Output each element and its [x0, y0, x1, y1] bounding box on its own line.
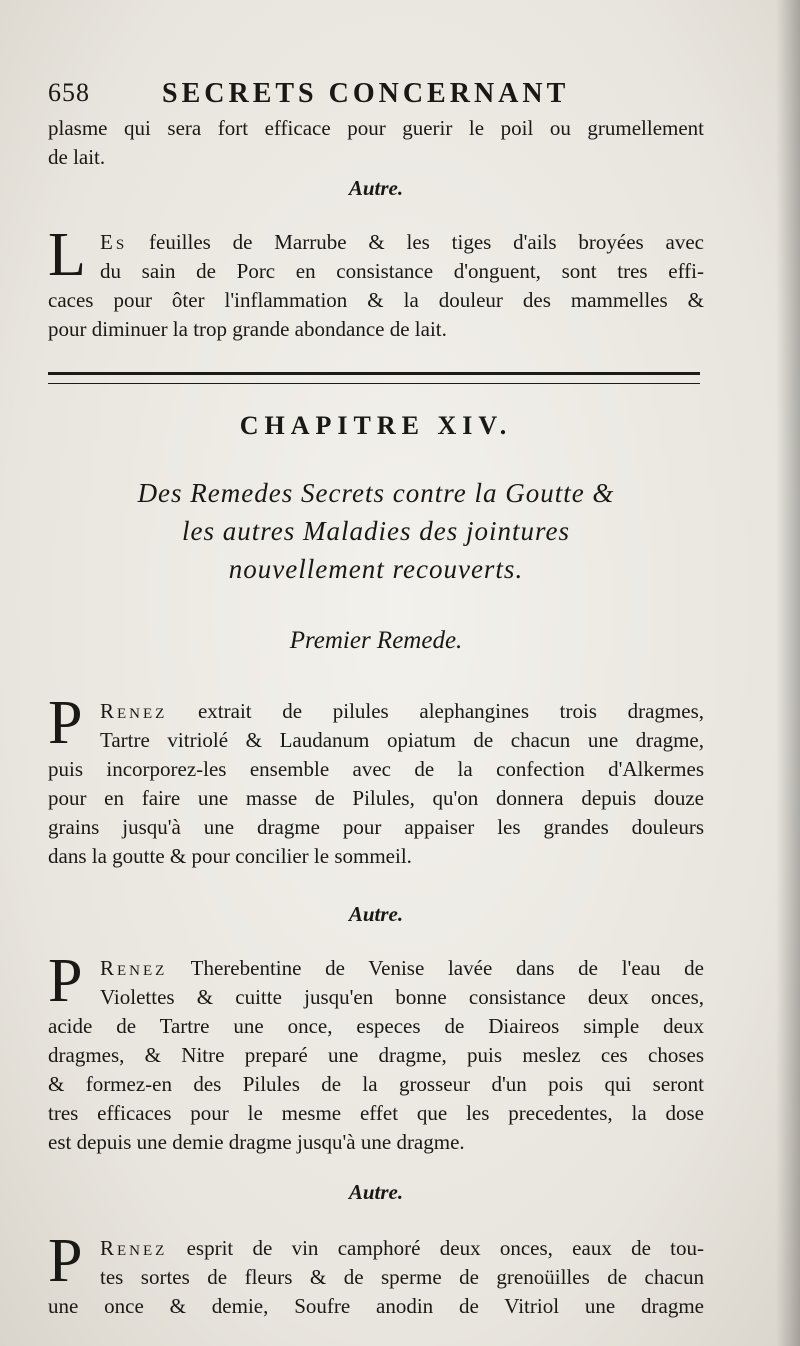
chapter-title-line: Des Remedes Secrets contre la Goutte & [137, 478, 615, 508]
remede-title: Premier Remede. [289, 627, 463, 654]
drop-cap: P [48, 947, 83, 1015]
section-subhead: Autre. [348, 902, 404, 926]
text-line [48, 954, 704, 983]
drop-cap: P [48, 689, 83, 757]
text-line: de lait. [48, 145, 106, 169]
remede2-paragraph [48, 947, 704, 1157]
text-line: du sain de Porc en consistance d'onguent, sont tres effi- [100, 259, 704, 283]
drop-cap: L [48, 221, 86, 289]
text-line: pour diminuer la trop grande abondance de lait. [48, 317, 447, 341]
text-line: une once & demie, Soufre anodin de Vitriol une dragme [48, 1294, 704, 1318]
line-rest: esprit de vin camphoré deux onces, eaux de tou- [186, 1236, 704, 1260]
lead-word: Renez [100, 1236, 168, 1260]
text-line: grains jusqu'à une dragme pour appaiser les grandes douleurs [48, 815, 704, 839]
line-rest: extrait de pilules alephangines trois dragmes, [197, 699, 705, 723]
text-line: plasme qui sera fort efficace pour guerir le poil ou grumellement [48, 116, 704, 140]
text-line: est depuis une demie dragme jusqu'à une dragme. [48, 1130, 465, 1154]
text-line: tres efficaces pour le mesme effet que les precedentes, la dose [48, 1101, 704, 1125]
intro-paragraph [48, 114, 704, 172]
text-line [48, 228, 704, 257]
chapter-title-line: les autres Maladies des jointures [182, 516, 570, 546]
running-head [48, 78, 708, 114]
text-line: puis incorporez-les ensemble avec de la confection d'Alkermes [48, 757, 704, 781]
text-line: pour en faire une masse de Pilules, qu'on donnera depuis douze [48, 786, 704, 810]
section1-paragraph [48, 221, 704, 344]
remede3-paragraph [48, 1227, 704, 1321]
text-line: Tartre vitriolé & Laudanum opiatum de chacun une dragme, [100, 728, 704, 752]
text-line: dans la goutte & pour concilier le sommeil. [48, 844, 412, 868]
chapter-number: CHAPITRE XIV. [239, 411, 513, 440]
chapter-title-line: nouvellement recouverts. [228, 554, 524, 584]
section-subhead: Autre. [348, 176, 404, 200]
text-line: dragmes, & Nitre preparé une dragme, puis meslez ces choses [48, 1043, 704, 1067]
remede1-paragraph [48, 697, 704, 871]
page-edge-shadow [776, 0, 800, 1346]
lead-word: Renez [100, 956, 168, 980]
lead-word: Renez [100, 699, 168, 723]
lead-word: Es [100, 230, 128, 254]
text-line: caces pour ôter l'inflammation & la douleur des mammelles & [48, 288, 704, 312]
line-rest: feuilles de Marrube & les tiges d'ails broyées avec [149, 230, 704, 254]
text-line [48, 1234, 704, 1263]
decorative-rule [48, 372, 700, 384]
line-rest: Therebentine de Venise lavée dans de l'eau de [190, 956, 704, 980]
running-title: SECRETS CONCERNANT [162, 78, 570, 109]
text-line: & formez-en des Pilules de la grosseur d'un pois qui seront [48, 1072, 704, 1096]
drop-cap: P [48, 1227, 83, 1295]
text-line: tes sortes de fleurs & de sperme de grenoüilles de chacun [100, 1265, 704, 1289]
page-number: 658 [48, 78, 90, 107]
section-subhead: Autre. [348, 1180, 404, 1204]
text-line: acide de Tartre une once, especes de Diaireos simple deux [48, 1014, 704, 1038]
text-line [48, 697, 704, 726]
text-line: Violettes & cuitte jusqu'en bonne consistance deux onces, [100, 985, 704, 1009]
chapter-title [48, 474, 704, 588]
